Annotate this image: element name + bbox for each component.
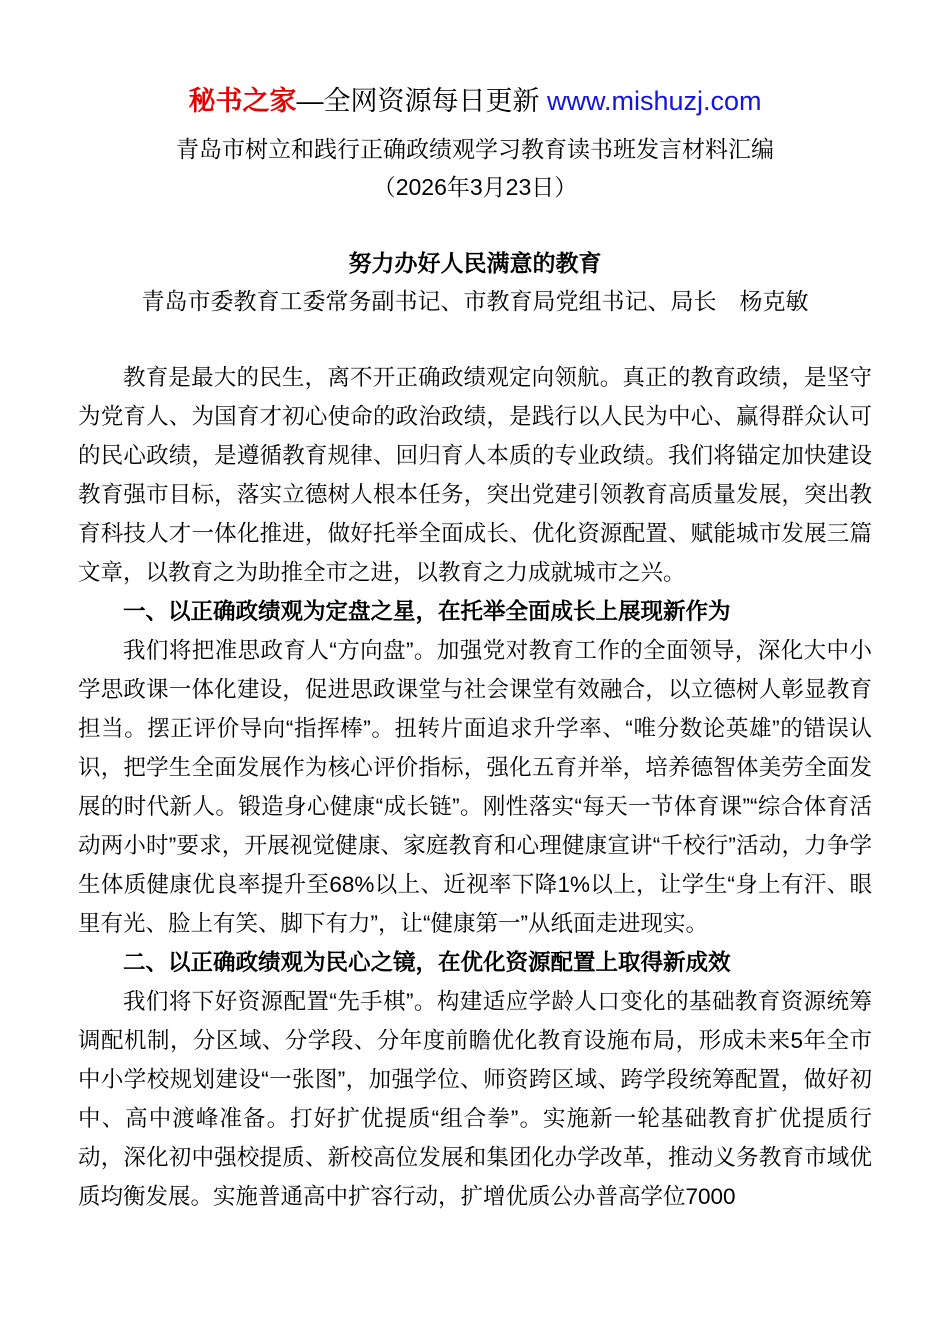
site-url-link[interactable]: www.mishuzj.com	[546, 86, 762, 116]
article-title: 努力办好人民满意的教育	[348, 250, 602, 276]
section-heading-2: 二、以正确政绩观为民心之镜，在优化资源配置上取得新成效	[123, 950, 731, 975]
compilation-date: （2026年3月23日）	[372, 174, 578, 200]
section-heading-1: 一、以正确政绩观为定盘之星，在托举全面成长上展现新作为	[123, 599, 731, 624]
article-body	[78, 358, 872, 1216]
paragraph: 教育是最大的民生，离不开正确政绩观定向领航。真正的教育政绩，是坚守为党育人、为国育才初心使命的政治政绩，是践行以人民为中心、赢得群众认可的民心政绩，是遵循教育规律、回归育人本质的专业政绩。我们将锚定加快建设教育强市目标，落实立德树人根本任务，突出党建引领教育高质量发展，突出教育科技人才一体化推进，做好托举全面成长、优化资源配置、赋能城市发展三篇文章，以教育之为助推全市之进，以教育之力成就城市之兴。	[78, 365, 872, 585]
article-author-line: 青岛市委教育工委常务副书记、市教育局党组书记、局长 杨克敏	[141, 288, 809, 314]
site-name: 秘书之家	[188, 86, 297, 116]
site-tagline: —全网资源每日更新	[296, 86, 547, 116]
compilation-title: 青岛市树立和践行正确政绩观学习教育读书班发言材料汇编	[176, 136, 774, 162]
paragraph: 我们将下好资源配置“先手棋”。构建适应学龄人口变化的基础教育资源统筹调配机制，分区域、分学段、分年度前瞻优化教育设施布局，形成未来5年全市中小学校规划建设“一张图”，加强学位、师资跨区域、跨学段统筹配置，做好初中、高中渡峰准备。打好扩优提质“组合拳”。实施新一轮基础教育扩优提质行动，深化初中强校提质、新校高位发展和集团化办学改革，推动义务教育市域优质均衡发展。实施普通高中扩容行动，扩增优质公办普高学位7000	[78, 989, 872, 1209]
paragraph: 我们将把准思政育人“方向盘”。加强党对教育工作的全面领导，深化大中小学思政课一体化建设，促进思政课堂与社会课堂有效融合，以立德树人彰显教育担当。摆正评价导向“指挥棒”。扭转片面追求升学率、“唯分数论英雄”的错误认识，把学生全面发展作为核心评价指标，强化五育并举，培养德智体美劳全面发展的时代新人。锻造身心健康“成长链”。刚性落实“每天一节体育课”“综合体育活动两小时”要求，开展视觉健康、家庭教育和心理健康宣讲“千校行”活动，力争学生体质健康优良率提升至68%以上、近视率下降1%以上，让学生“身上有汗、眼里有光、脸上有笑、脚下有力”，让“健康第一”从纸面走进现实。	[78, 638, 872, 936]
site-header-line	[0, 0, 950, 118]
